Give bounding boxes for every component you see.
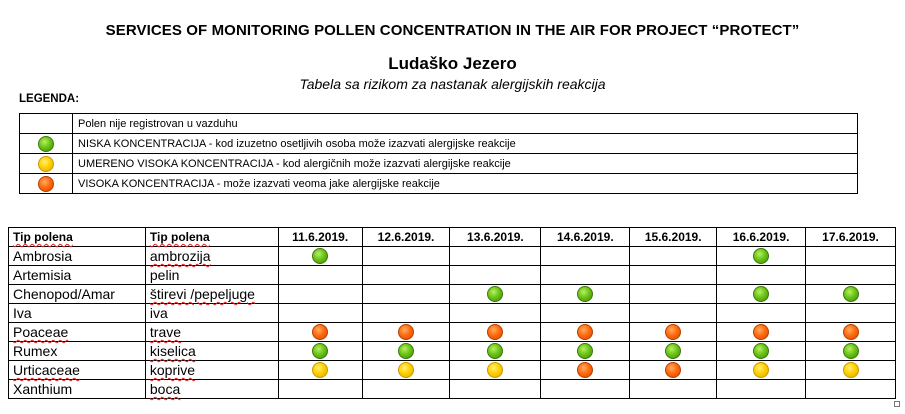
concentration-cell xyxy=(278,323,362,342)
concentration-cell xyxy=(806,266,896,285)
legend-text: VISOKA KONCENTRACIJA - može izazvati veoma jake alergijske reakcije xyxy=(73,174,858,194)
orange-dot-icon xyxy=(577,324,593,340)
yellow-dot-icon xyxy=(312,362,328,378)
concentration-cell xyxy=(278,266,362,285)
legend-text: NISKA KONCENTRACIJA - kod izuzetno osetljivih osoba može izazvati alergijske reakcije xyxy=(73,134,858,154)
concentration-cell xyxy=(630,380,717,399)
concentration-cell xyxy=(630,304,717,323)
orange-dot-icon xyxy=(398,324,414,340)
header-label: Tip polena xyxy=(149,230,210,244)
concentration-cell xyxy=(541,304,630,323)
concentration-cell xyxy=(717,304,806,323)
location-title: Ludaško Jezero xyxy=(388,54,517,73)
concentration-cell xyxy=(717,380,806,399)
concentration-cell xyxy=(541,380,630,399)
concentration-cell xyxy=(717,285,806,304)
local-name: pelin xyxy=(149,267,180,283)
concentration-cell xyxy=(541,361,630,380)
concentration-cell xyxy=(630,323,717,342)
green-dot-icon xyxy=(753,286,769,302)
latin-name-cell xyxy=(9,266,146,285)
concentration-cell xyxy=(450,304,541,323)
concentration-cell xyxy=(450,285,541,304)
concentration-cell xyxy=(450,266,541,285)
concentration-cell xyxy=(806,304,896,323)
orange-dot-icon xyxy=(753,324,769,340)
resize-handle[interactable] xyxy=(894,401,900,407)
concentration-cell xyxy=(806,323,896,342)
concentration-cell xyxy=(717,342,806,361)
concentration-cell xyxy=(450,323,541,342)
legend-symbol xyxy=(20,134,73,154)
legend-symbol xyxy=(20,174,73,194)
green-dot-icon xyxy=(577,286,593,302)
concentration-cell xyxy=(362,266,450,285)
concentration-cell xyxy=(278,247,362,266)
legend-row xyxy=(20,134,858,154)
local-name-cell xyxy=(145,266,278,285)
header-label: Tip polena xyxy=(13,230,73,244)
column-header-date: 13.6.2019. xyxy=(450,228,541,247)
concentration-cell xyxy=(362,361,450,380)
concentration-cell xyxy=(450,247,541,266)
concentration-cell xyxy=(278,342,362,361)
latin-name: Xanthium xyxy=(13,381,73,397)
pollen-table xyxy=(8,227,896,399)
local-name-cell xyxy=(145,304,278,323)
green-dot-icon xyxy=(843,286,859,302)
legend-text: Polen nije registrovan u vazduhu xyxy=(73,114,858,134)
green-dot-icon xyxy=(487,343,503,359)
green-dot-icon xyxy=(577,343,593,359)
orange-dot-icon xyxy=(665,324,681,340)
latin-name-cell xyxy=(9,361,146,380)
yellow-dot-icon xyxy=(753,362,769,378)
table-row xyxy=(9,285,896,304)
local-name-cell xyxy=(145,247,278,266)
concentration-cell xyxy=(450,380,541,399)
concentration-cell xyxy=(541,342,630,361)
page-title: SERVICES OF MONITORING POLLEN CONCENTRATION IN THE AIR FOR PROJECT “PROTECT” xyxy=(105,22,800,39)
concentration-cell xyxy=(362,304,450,323)
latin-name: Urticaceae xyxy=(13,362,80,378)
concentration-cell xyxy=(541,285,630,304)
orange-dot-icon xyxy=(38,176,54,192)
concentration-cell xyxy=(717,247,806,266)
column-header-date: 12.6.2019. xyxy=(362,228,450,247)
legend-table xyxy=(19,113,858,194)
latin-name-cell xyxy=(9,342,146,361)
green-dot-icon xyxy=(487,286,503,302)
latin-name-cell xyxy=(9,285,146,304)
legend-text: UMERENO VISOKA KONCENTRACIJA - kod alergičnih može izazvati alergijske reakcije xyxy=(73,154,858,174)
latin-name-cell xyxy=(9,323,146,342)
latin-name: Ambrosia xyxy=(13,248,73,264)
latin-name: Chenopod/Amar xyxy=(13,286,115,302)
column-header-date: 16.6.2019. xyxy=(717,228,806,247)
concentration-cell xyxy=(806,342,896,361)
latin-name: Rumex xyxy=(13,343,58,359)
local-name-cell xyxy=(145,285,278,304)
concentration-cell xyxy=(278,304,362,323)
legend-title: LEGENDA: xyxy=(19,93,80,105)
yellow-dot-icon xyxy=(398,362,414,378)
concentration-cell xyxy=(541,323,630,342)
legend-row xyxy=(20,174,858,194)
local-name: iva xyxy=(149,305,168,321)
table-row xyxy=(9,266,896,285)
concentration-cell xyxy=(278,380,362,399)
local-name: štirevi /pepeljuge xyxy=(149,286,255,302)
column-header-date: 11.6.2019. xyxy=(278,228,362,247)
local-name: trave xyxy=(149,324,182,340)
concentration-cell xyxy=(806,285,896,304)
concentration-cell xyxy=(362,247,450,266)
green-dot-icon xyxy=(843,343,859,359)
concentration-cell xyxy=(630,247,717,266)
concentration-cell xyxy=(541,266,630,285)
local-name: kiselica xyxy=(149,343,196,359)
table-row xyxy=(9,323,896,342)
concentration-cell xyxy=(362,342,450,361)
concentration-cell xyxy=(717,323,806,342)
orange-dot-icon xyxy=(843,324,859,340)
table-row xyxy=(9,304,896,323)
concentration-cell xyxy=(278,285,362,304)
concentration-cell xyxy=(450,361,541,380)
concentration-cell xyxy=(362,323,450,342)
concentration-cell xyxy=(806,380,896,399)
legend-row xyxy=(20,114,858,134)
concentration-cell xyxy=(450,342,541,361)
local-name: koprive xyxy=(149,362,196,378)
green-dot-icon xyxy=(753,248,769,264)
local-name-cell xyxy=(145,342,278,361)
orange-dot-icon xyxy=(487,324,503,340)
table-header-row xyxy=(9,228,896,247)
latin-name: Poaceae xyxy=(13,324,69,340)
table-row xyxy=(9,380,896,399)
concentration-cell xyxy=(630,342,717,361)
green-dot-icon xyxy=(312,248,328,264)
green-dot-icon xyxy=(312,343,328,359)
latin-name-cell xyxy=(9,380,146,399)
green-dot-icon xyxy=(38,136,54,152)
green-dot-icon xyxy=(753,343,769,359)
concentration-cell xyxy=(717,266,806,285)
latin-name-cell xyxy=(9,247,146,266)
table-row xyxy=(9,342,896,361)
concentration-cell xyxy=(630,361,717,380)
latin-name: Artemisia xyxy=(13,267,72,283)
orange-dot-icon xyxy=(577,362,593,378)
concentration-cell xyxy=(362,380,450,399)
green-dot-icon xyxy=(665,343,681,359)
column-header-date: 15.6.2019. xyxy=(630,228,717,247)
concentration-cell xyxy=(362,285,450,304)
legend-symbol xyxy=(20,114,73,134)
local-name-cell xyxy=(145,323,278,342)
column-header-pollen-type xyxy=(9,228,146,247)
table-row xyxy=(9,247,896,266)
concentration-cell xyxy=(630,266,717,285)
concentration-cell xyxy=(278,361,362,380)
orange-dot-icon xyxy=(665,362,681,378)
local-name-cell xyxy=(145,380,278,399)
orange-dot-icon xyxy=(312,324,328,340)
latin-name-cell xyxy=(9,304,146,323)
legend-symbol xyxy=(20,154,73,174)
concentration-cell xyxy=(806,247,896,266)
yellow-dot-icon xyxy=(487,362,503,378)
concentration-cell xyxy=(541,247,630,266)
concentration-cell xyxy=(806,361,896,380)
yellow-dot-icon xyxy=(38,156,54,172)
local-name: ambrozija xyxy=(149,248,211,264)
local-name-cell xyxy=(145,361,278,380)
table-row xyxy=(9,361,896,380)
yellow-dot-icon xyxy=(843,362,859,378)
legend-row xyxy=(20,154,858,174)
local-name: boca xyxy=(149,381,181,397)
green-dot-icon xyxy=(398,343,414,359)
concentration-cell xyxy=(630,285,717,304)
column-header-pollen-type xyxy=(145,228,278,247)
latin-name: Iva xyxy=(13,305,32,321)
column-header-date: 14.6.2019. xyxy=(541,228,630,247)
table-caption: Tabela sa rizikom za nastanak alergijskih reakcija xyxy=(299,76,606,92)
column-header-date: 17.6.2019. xyxy=(806,228,896,247)
concentration-cell xyxy=(717,361,806,380)
